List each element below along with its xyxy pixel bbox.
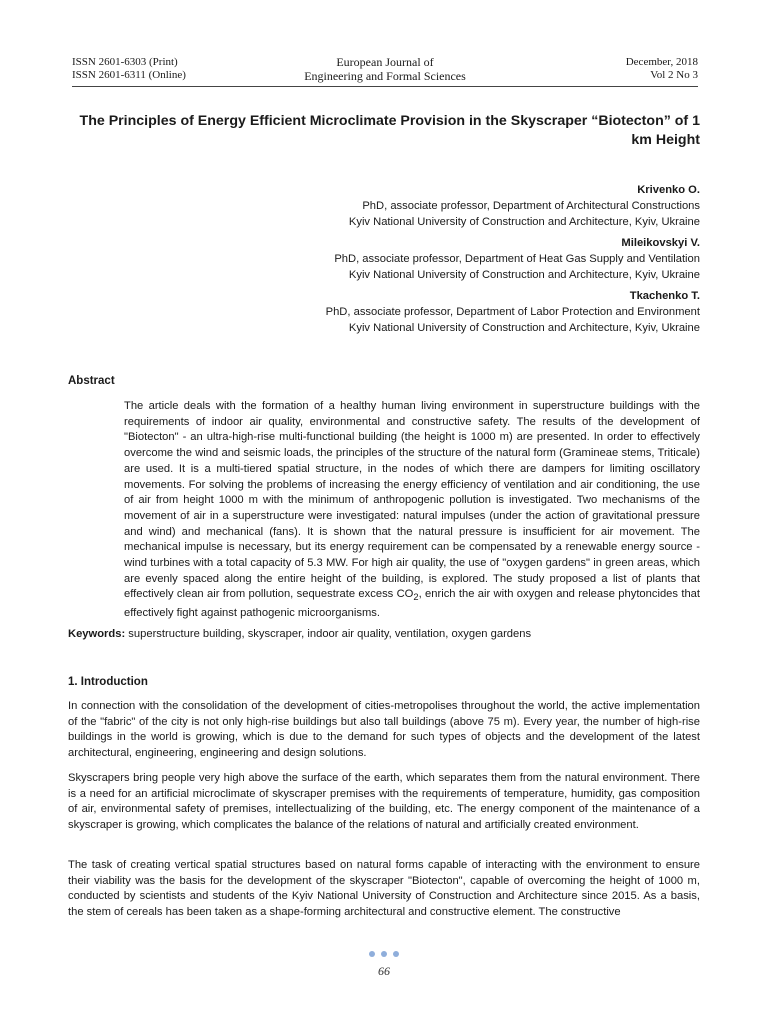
paper-title: The Principles of Energy Efficient Microclimate Provision in the Skyscraper “Biotecton” of 1 km Height [79, 113, 700, 148]
keywords [68, 627, 700, 642]
author-affiliation: Kyiv National University of Construction and Architecture, Kyiv, Ukraine [348, 269, 700, 281]
abstract-text-end: , enrich the air with oxygen and release phytoncides that effectively fight against pathogenic microorganisms. [124, 588, 700, 620]
author-position: PhD, associate professor, Department of Heat Gas Supply and Ventilation [334, 253, 700, 265]
author-block [180, 288, 700, 336]
author-list [180, 182, 700, 341]
page-number: 66 [378, 964, 390, 978]
journal-name-line1: European Journal of [336, 55, 434, 69]
page-footer [0, 944, 768, 979]
issn-print: ISSN 2601-6303 (Print) [72, 56, 178, 68]
author-name: Krivenko O. [637, 184, 700, 196]
footer-dots-ornament [369, 951, 399, 957]
keywords-list: superstructure building, skyscraper, indoor air quality, ventilation, oxygen gardens [125, 628, 532, 640]
dot-icon [369, 951, 375, 957]
author-name: Tkachenko T. [629, 290, 700, 302]
dot-icon [381, 951, 387, 957]
dot-icon [393, 951, 399, 957]
author-position: PhD, associate professor, Department of Architectural Constructions [362, 200, 700, 212]
author-name: Mileikovskyi V. [621, 237, 700, 249]
abstract-text [124, 399, 700, 622]
body-paragraph: The task of creating vertical spatial structures based on natural forms capable of interacting with the environment to ensure their viability was the basis for the development of the skyscraper "Biotecton", capable of overcoming the height of 1000 m, conducted by scientists and students of the Kyiv National University of Construction and Architecture since 2015. As a basis, the stem of cereals has been taken as a shape-forming architectural and constructive element. The constructive [68, 859, 700, 919]
journal-name [72, 55, 698, 83]
abstract-text-main: The article deals with the formation of a healthy human living environment in superstructure buildings with the requirements of indoor air quality, environmental and constructive safety. The results of the development of "Biotecton" - an ultra-high-rise multi-functional building (the height is 1000 m) are presented. In order to effectively overcome the wind and seismic loads, the principles of the structure of the natural form (Gramineae stems, Triticale) are used. It is a multi-tiered spatial structure, in the nodes of which there are dampers for limiting oscillatory movements. For solving the problems of increasing the energy efficiency of ventilation and air conditioning, the use of air from height 1000 m with the minimum of anthropogenic pollution is investigated. Two mechanisms of the movement of air in a superstructure were investigated: natural impulses (under the action of gravitational pressure and wind) and mechanical (fans). It is shown that the natural pressure is insufficient for air movement. The mechanical impulse is necessary, but its energy requirement can be compensated by a renewable energy source - wind turbines with a total capacity of 5.3 MW. For high air quality, the use of "oxygen gardens" in green areas, which are evenly spaced along the entire height of the building, is explored. The study proposed a list of plants that effectively clean air from pollution, sequestrate excess CO [124, 400, 700, 601]
author-block [180, 235, 700, 283]
keywords-label: Keywords: [68, 628, 126, 640]
abstract-heading: Abstract [68, 375, 115, 387]
header-divider [72, 86, 698, 87]
author-affiliation: Kyiv National University of Construction and Architecture, Kyiv, Ukraine [348, 216, 700, 228]
section-heading-introduction: 1. Introduction [68, 676, 148, 688]
body-paragraph: Skyscrapers bring people very high above the surface of the earth, which separates them from the natural environment. There is a need for an artificial microclimate of skyscraper premises with the requirements of temperature, humidity, gas composition of air, environmental safety of premises, intellectualizing of the building, etc. The energy component of the maintenance of a skyscraper is growing, which complicates the balance of the relations of natural and artificially created environment. [68, 772, 700, 832]
body-paragraph: In connection with the consolidation of the development of cities-metropolises throughout the world, the active implementation of the "fabric" of the city is not only high-rise buildings but also tall buildings (above 75 m). Every year, the number of high-rise buildings in the world is growing, which is due to the demand for such types of objects and the development of the latest architectural, engineering, engineering and design solutions. [68, 700, 700, 760]
author-affiliation: Kyiv National University of Construction and Architecture, Kyiv, Ukraine [348, 322, 700, 334]
author-block [180, 182, 700, 230]
issue-date: December, 2018 [625, 56, 698, 68]
author-position: PhD, associate professor, Department of Labor Protection and Environment [325, 306, 700, 318]
issn-online: ISSN 2601-6311 (Online) [72, 69, 186, 81]
journal-name-line2: Engineering and Formal Sciences [304, 69, 466, 83]
issue-volume: Vol 2 No 3 [650, 69, 698, 81]
issue-block [626, 56, 698, 82]
co2-subscript: 2 [413, 592, 419, 603]
page-header [72, 54, 698, 86]
